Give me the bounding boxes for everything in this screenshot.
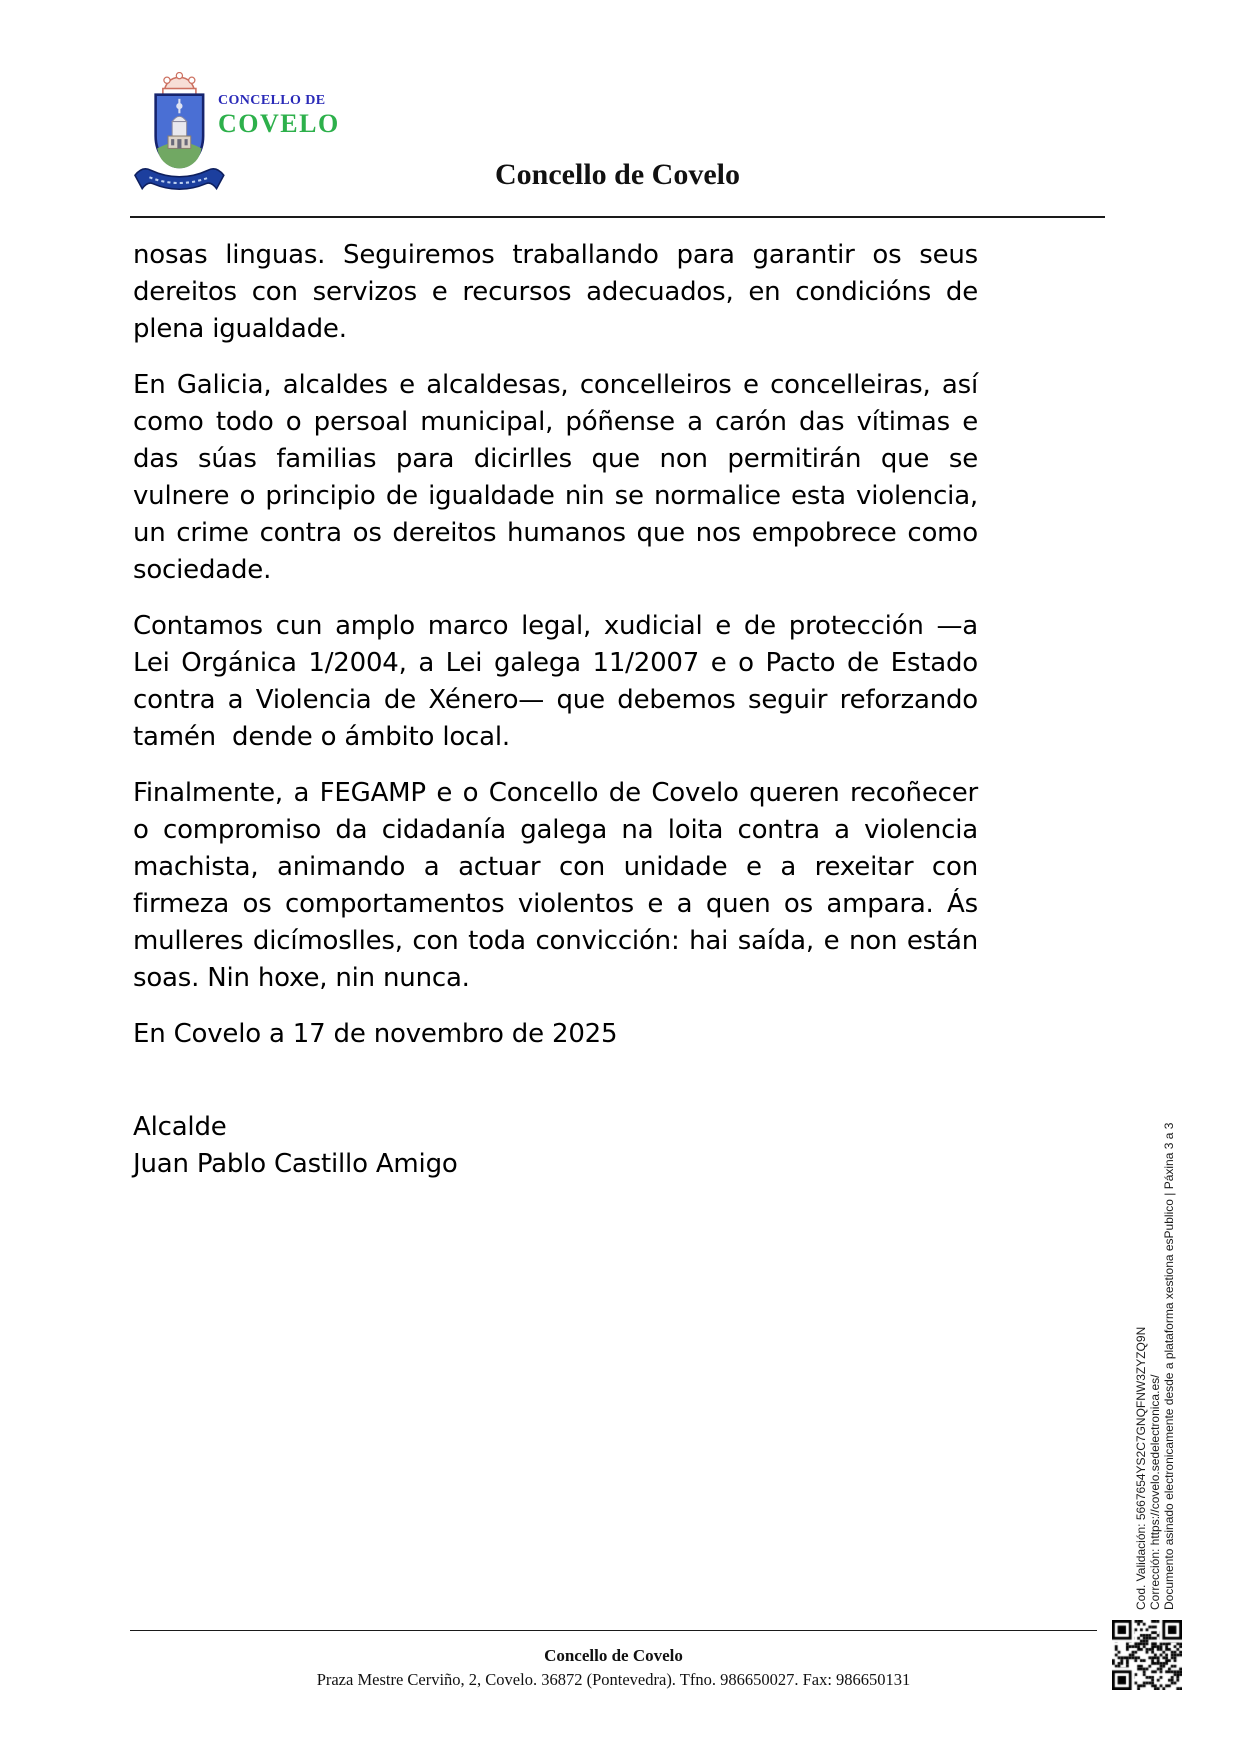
validation-url: Corrección: https://covelo.sedelectronica.es/ xyxy=(1148,1374,1162,1610)
qr-code xyxy=(1112,1620,1182,1690)
signature-role: Alcalde xyxy=(133,1112,227,1142)
body-paragraph: En Galicia, alcaldes e alcaldesas, concelleiros e concelleiras, así como todo o persoal municipal, póñense a carón das vítimas e das súas familias para dicirlles que non permitirán que se vulnere o principio de igualdade nin se normalice esta violencia, un crime contra os dereitos humanos que nos empobrece como sociedade. xyxy=(133,370,978,585)
footer-rule xyxy=(130,1630,1097,1631)
letter-paragraphs xyxy=(133,237,978,997)
signature-name: Juan Pablo Castillo Amigo xyxy=(133,1149,458,1179)
logo-wordmark xyxy=(218,94,340,137)
logo-line2: COVELO xyxy=(218,109,340,138)
signature-block xyxy=(133,1109,978,1183)
validation-sidebar xyxy=(1134,1100,1176,1610)
header-rule xyxy=(130,216,1105,218)
page-title: Concello de Covelo xyxy=(495,158,740,191)
letter-body xyxy=(133,237,978,1183)
body-paragraph: Contamos cun amplo marco legal, xudicial e de protección —a Lei Orgánica 1/2004, a Lei galega 11/2007 e o Pacto de Estado contra a Violencia de Xénero— que debemos seguir reforzando tamén dende o ámbito local. xyxy=(133,611,978,752)
footer xyxy=(130,1646,1097,1690)
validation-platform-note: Documento asinado electronicamente desde a plataforma xestiona esPublico | Páxina 3 a 3 xyxy=(1162,1122,1176,1610)
footer-org: Concello de Covelo xyxy=(544,1646,683,1665)
date-line: En Covelo a 17 de novembro de 2025 xyxy=(133,1019,618,1049)
body-paragraph: nosas linguas. Seguiremos traballando para garantir os seus dereitos con servizos e recursos adecuados, en condicións de plena igualdade. xyxy=(133,240,978,344)
validation-code: Cod. Validación: 5667654YS2C7GNQFNW3ZYZQ9N xyxy=(1134,1326,1148,1610)
footer-address: Praza Mestre Cerviño, 2, Covelo. 36872 (Pontevedra). Tfno. 986650027. Fax: 986650131 xyxy=(316,1670,911,1689)
logo-line1: CONCELLO DE xyxy=(218,93,326,108)
crown-icon xyxy=(163,73,196,95)
body-paragraph: Finalmente, a FEGAMP e o Concello de Covelo queren recoñecer o compromiso da cidadanía galega na loita contra a violencia machista, animando a actuar con unidade e a rexeitar con firmeza os comportamentos violentos e a quen os ampara. Ás mulleres dicímoslles, con toda convicción: hai saída, e non están soas. Nin hoxe, nin nunca. xyxy=(133,778,978,993)
